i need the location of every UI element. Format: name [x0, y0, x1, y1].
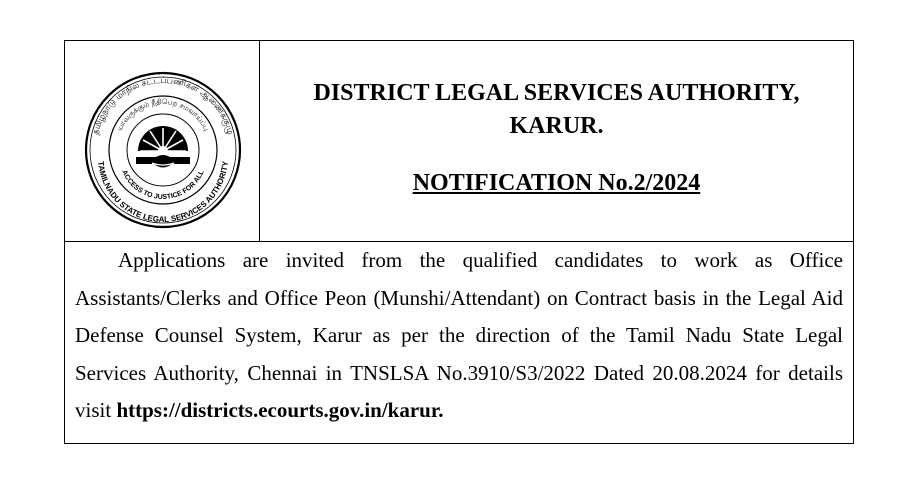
notice-text: Applications are invited from the qualified candidates to work as Office Assistants/Clerks and Office Peon (Munshi/Attendant) on Contract basis in the Legal Aid Defense Counsel System, Karur as per the direction of the Tamil Nadu State Legal Services Authority, Chennai in TNSLSA No.3910/S3/2022 Dated 20.08.2024 for details visit — [75, 248, 843, 422]
svg-text:ACCESS TO JUSTICE FOR ALL — [120, 169, 206, 201]
authority-title — [260, 77, 853, 143]
authority-line-1: DISTRICT LEGAL SERVICES AUTHORITY, — [313, 80, 800, 106]
tnslsa-emblem-icon — [82, 71, 244, 229]
logo-english-inner: ACCESS TO JUSTICE FOR ALL — [120, 169, 206, 202]
notification-box — [64, 40, 854, 444]
notice-body — [75, 241, 843, 430]
notice-paragraph — [75, 241, 843, 430]
notice-url[interactable]: https://districts.ecourts.gov.in/karur. — [116, 398, 444, 422]
header — [260, 41, 853, 241]
authority-line-2: KARUR. — [509, 113, 604, 139]
chakra-icon — [138, 126, 188, 156]
logo-cell — [65, 41, 260, 241]
notification-number: NOTIFICATION No.2/2024 — [412, 170, 701, 196]
logo-tamil-inner: யாவருக்கும் நீதிபெற சமவாய்ப்பு — [115, 97, 211, 133]
handshake-icon — [136, 155, 190, 168]
logo-tamil-outer: தமிழ்நாடு மாநில சட்டப்பணிகள் ஆணைக்குழு — [90, 75, 236, 136]
logo-english-outer: TAMILNADU STATE LEGAL SERVICES AUTHORITY — [96, 160, 230, 225]
svg-text:TAMILNADU STATE LEGAL SERVICES — [96, 160, 230, 224]
